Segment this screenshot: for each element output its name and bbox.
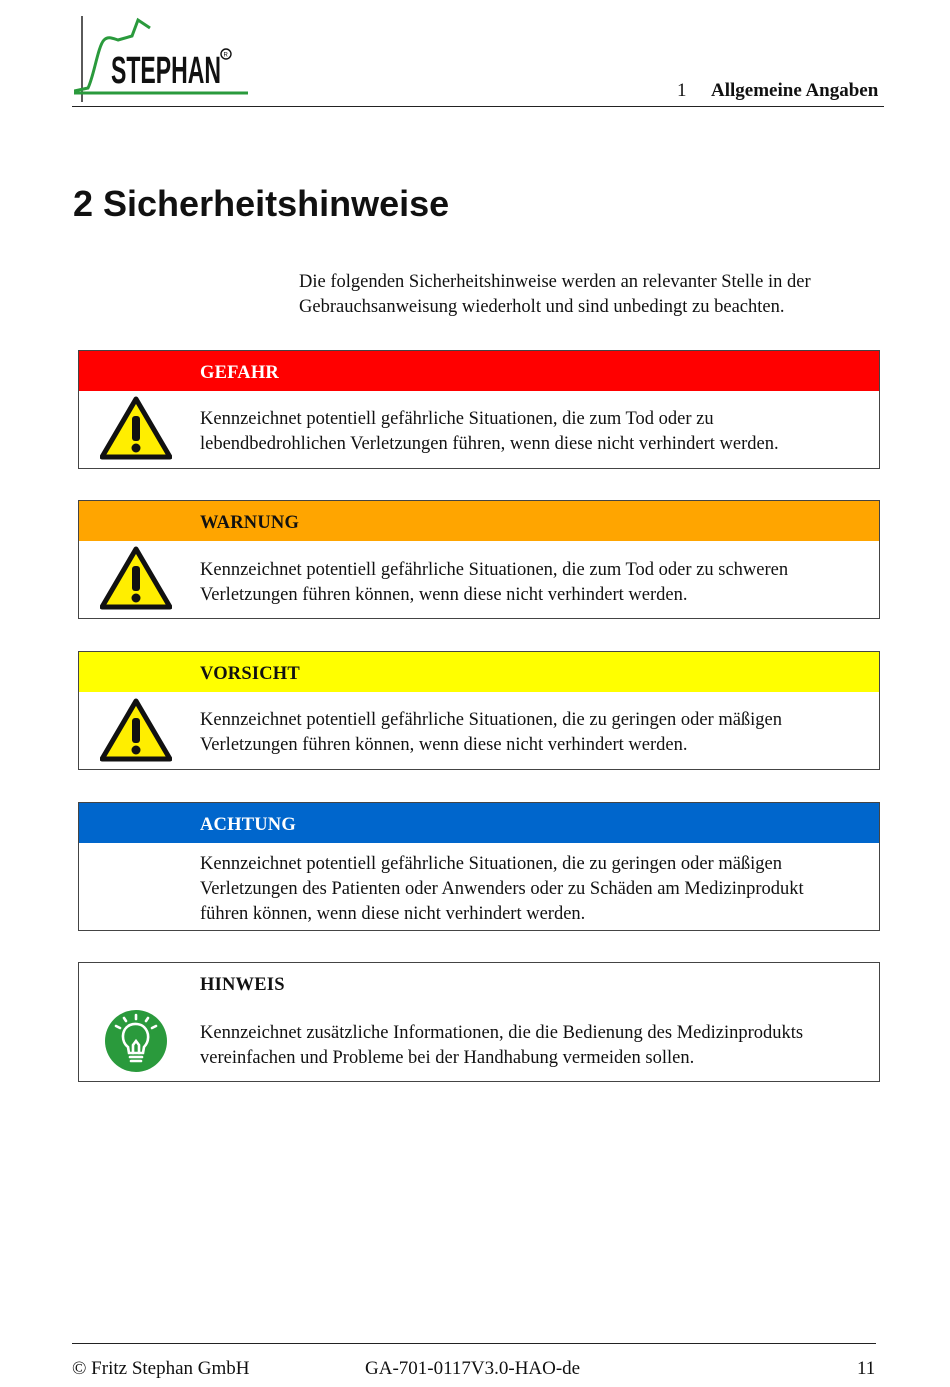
notice-text [79, 692, 879, 758]
notice-line: führen können, wenn diese nicht verhindert werden. [200, 904, 586, 924]
page-title: 2 Sicherheitshinweise [73, 183, 450, 224]
notice-line: Verletzungen des Patienten oder Anwenders oder zu Schäden am Medizinprodukt [200, 879, 804, 899]
header-divider [72, 106, 884, 107]
footer-page-number: 11 [857, 1358, 876, 1379]
notice-line: lebendbedrohlichen Verletzungen führen, wenn diese nicht verhindert werden. [200, 434, 779, 454]
notice-line: Kennzeichnet potentiell gefährliche Situationen, die zu geringen oder mäßigen [200, 710, 783, 730]
notice-label: HINWEIS [79, 963, 879, 1003]
notice-warnung [78, 500, 880, 619]
notice-line: Kennzeichnet potentiell gefährliche Situationen, die zum Tod oder zu schweren [200, 560, 789, 580]
notice-gefahr [78, 350, 880, 469]
notice-text [79, 391, 879, 457]
stephan-logo [74, 16, 250, 102]
notice-text [79, 541, 879, 608]
notice-line: vereinfachen und Probleme bei der Handhabung vermeiden sollen. [200, 1048, 695, 1068]
notice-text [79, 1003, 879, 1071]
notice-label: VORSICHT [79, 652, 879, 692]
notice-line: Verletzungen führen können, wenn diese nicht verhindert werden. [200, 585, 688, 605]
notice-line: Kennzeichnet zusätzliche Informationen, die die Bedienung des Medizinprodukts [200, 1023, 804, 1043]
notice-line: Kennzeichnet potentiell gefährliche Situationen, die zum Tod oder zu [200, 409, 714, 429]
footer-divider [72, 1343, 876, 1344]
footer-document-id: GA-701-0117V3.0-HAO-de [365, 1358, 581, 1379]
warning-triangle-icon [100, 698, 172, 770]
notice-achtung [78, 802, 880, 931]
notice-line: Verletzungen führen können, wenn diese nicht verhindert werden. [200, 735, 688, 755]
lightbulb-icon [104, 1009, 168, 1081]
svg-text:STEPHAN: STEPHAN [111, 50, 221, 92]
warning-triangle-icon [100, 546, 172, 618]
intro-paragraph: Die folgenden Sicherheitshinweise werden an relevanter Stelle in der Gebrauchsanweisung wiederholt und sind unbedingt zu beachten. [299, 272, 811, 317]
notice-label: WARNUNG [79, 501, 879, 541]
notice-line: Kennzeichnet potentiell gefährliche Situationen, die zu geringen oder mäßigen [200, 854, 783, 874]
notice-text [79, 843, 879, 927]
notice-label: GEFAHR [79, 351, 879, 391]
svg-text:R: R [223, 52, 228, 59]
warning-triangle-icon [100, 396, 172, 468]
header-section-number: 1 [677, 80, 687, 101]
footer-copyright: © Fritz Stephan GmbH [72, 1358, 250, 1379]
notice-vorsicht [78, 651, 880, 770]
header-section-title: Allgemeine Angaben [711, 80, 879, 101]
notice-hinweis [78, 962, 880, 1082]
notice-label: ACHTUNG [79, 803, 879, 843]
